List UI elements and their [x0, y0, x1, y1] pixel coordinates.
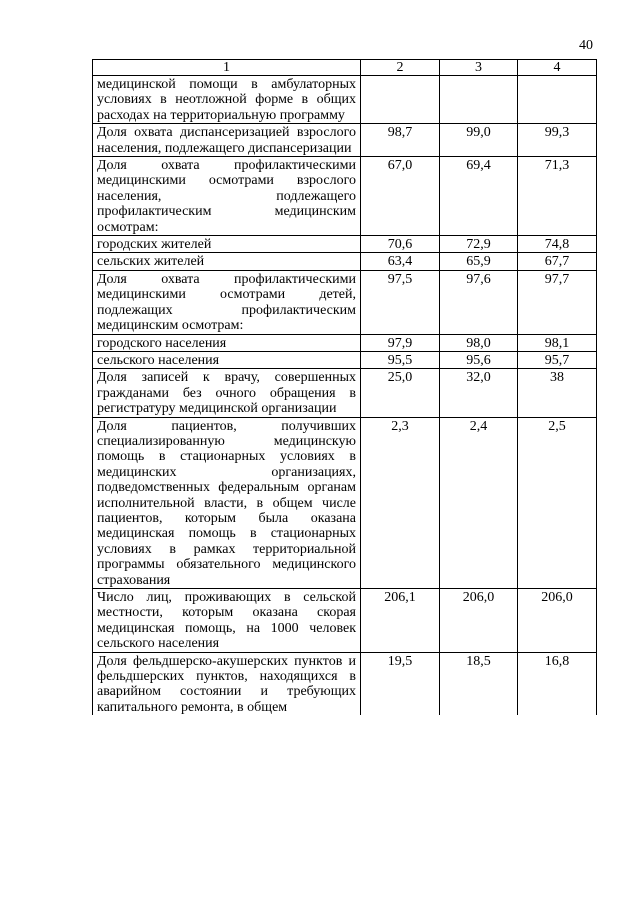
value-cell: 98,1: [518, 334, 597, 351]
row-label: Доля охвата профилактическими медицинскими осмотрами детей, подлежащих профилактическим медицинским осмотрам:: [93, 270, 361, 334]
value-cell: 18,5: [440, 652, 518, 715]
table-row: [93, 76, 597, 124]
table-row: [93, 351, 597, 368]
value-cell: 19,5: [361, 652, 440, 715]
table-header-row: [93, 60, 597, 76]
table-row: [93, 369, 597, 417]
value-cell: 67,7: [518, 253, 597, 270]
value-cell: 95,6: [440, 351, 518, 368]
value-cell: 71,3: [518, 157, 597, 236]
column-header: 2: [361, 60, 440, 76]
column-header: 4: [518, 60, 597, 76]
column-header: 1: [93, 60, 361, 76]
value-cell: 16,8: [518, 652, 597, 715]
column-header: 3: [440, 60, 518, 76]
value-cell: 98,0: [440, 334, 518, 351]
value-cell: 69,4: [440, 157, 518, 236]
row-label: сельского населения: [93, 351, 361, 368]
value-cell: 2,3: [361, 417, 440, 588]
row-label: Число лиц, проживающих в сельской местности, которым оказана скорая медицинская помощь, на 1000 человек сельского населения: [93, 589, 361, 653]
value-cell: 99,0: [440, 124, 518, 157]
value-cell: 97,9: [361, 334, 440, 351]
value-cell: [361, 76, 440, 124]
value-cell: 95,5: [361, 351, 440, 368]
row-label: Доля охвата профилактическими медицинскими осмотрами взрослого населения, подлежащего профилактическим медицинским осмотрам:: [93, 157, 361, 236]
table-row: [93, 253, 597, 270]
value-cell: 97,5: [361, 270, 440, 334]
row-label: Доля фельдшерско-акушерских пунктов и фельдшерских пунктов, находящихся в аварийном состоянии и требующих капитального ремонта, в общем: [93, 652, 361, 715]
row-label: Доля записей к врачу, совершенных гражданами без очного обращения в регистратуру медицинской организации: [93, 369, 361, 417]
value-cell: 99,3: [518, 124, 597, 157]
value-cell: 70,6: [361, 236, 440, 253]
value-cell: 63,4: [361, 253, 440, 270]
row-label: городского населения: [93, 334, 361, 351]
value-cell: [440, 76, 518, 124]
value-cell: 95,7: [518, 351, 597, 368]
page-number: 40: [579, 38, 593, 53]
table-row: [93, 236, 597, 253]
indicators-table: [92, 59, 597, 715]
table-row: [93, 270, 597, 334]
value-cell: 2,5: [518, 417, 597, 588]
value-cell: 72,9: [440, 236, 518, 253]
value-cell: 67,0: [361, 157, 440, 236]
value-cell: 206,0: [440, 589, 518, 653]
value-cell: 25,0: [361, 369, 440, 417]
table-row: [93, 124, 597, 157]
value-cell: 65,9: [440, 253, 518, 270]
value-cell: 206,0: [518, 589, 597, 653]
value-cell: 97,7: [518, 270, 597, 334]
value-cell: 74,8: [518, 236, 597, 253]
value-cell: 97,6: [440, 270, 518, 334]
table-row: [93, 417, 597, 588]
row-label: медицинской помощи в амбулаторных условиях в неотложной форме в общих расходах на территориальную программу: [93, 76, 361, 124]
row-label: городских жителей: [93, 236, 361, 253]
value-cell: 206,1: [361, 589, 440, 653]
row-label: Доля пациентов, получивших специализированную медицинскую помощь в стационарных условиях в медицинских организациях, подведомственных федеральным органам исполнительной власти, в общем числе пациентов, которым была оказана медицинская помощь в стационарных условиях в рамках территориальной программы обязательного медицинского страхования: [93, 417, 361, 588]
table-row: [93, 589, 597, 653]
table-row: [93, 334, 597, 351]
value-cell: 98,7: [361, 124, 440, 157]
table-row: [93, 157, 597, 236]
row-label: сельских жителей: [93, 253, 361, 270]
value-cell: [518, 76, 597, 124]
row-label: Доля охвата диспансеризацией взрослого населения, подлежащего диспансеризации: [93, 124, 361, 157]
table-row: [93, 652, 597, 715]
value-cell: 32,0: [440, 369, 518, 417]
value-cell: 38: [518, 369, 597, 417]
value-cell: 2,4: [440, 417, 518, 588]
